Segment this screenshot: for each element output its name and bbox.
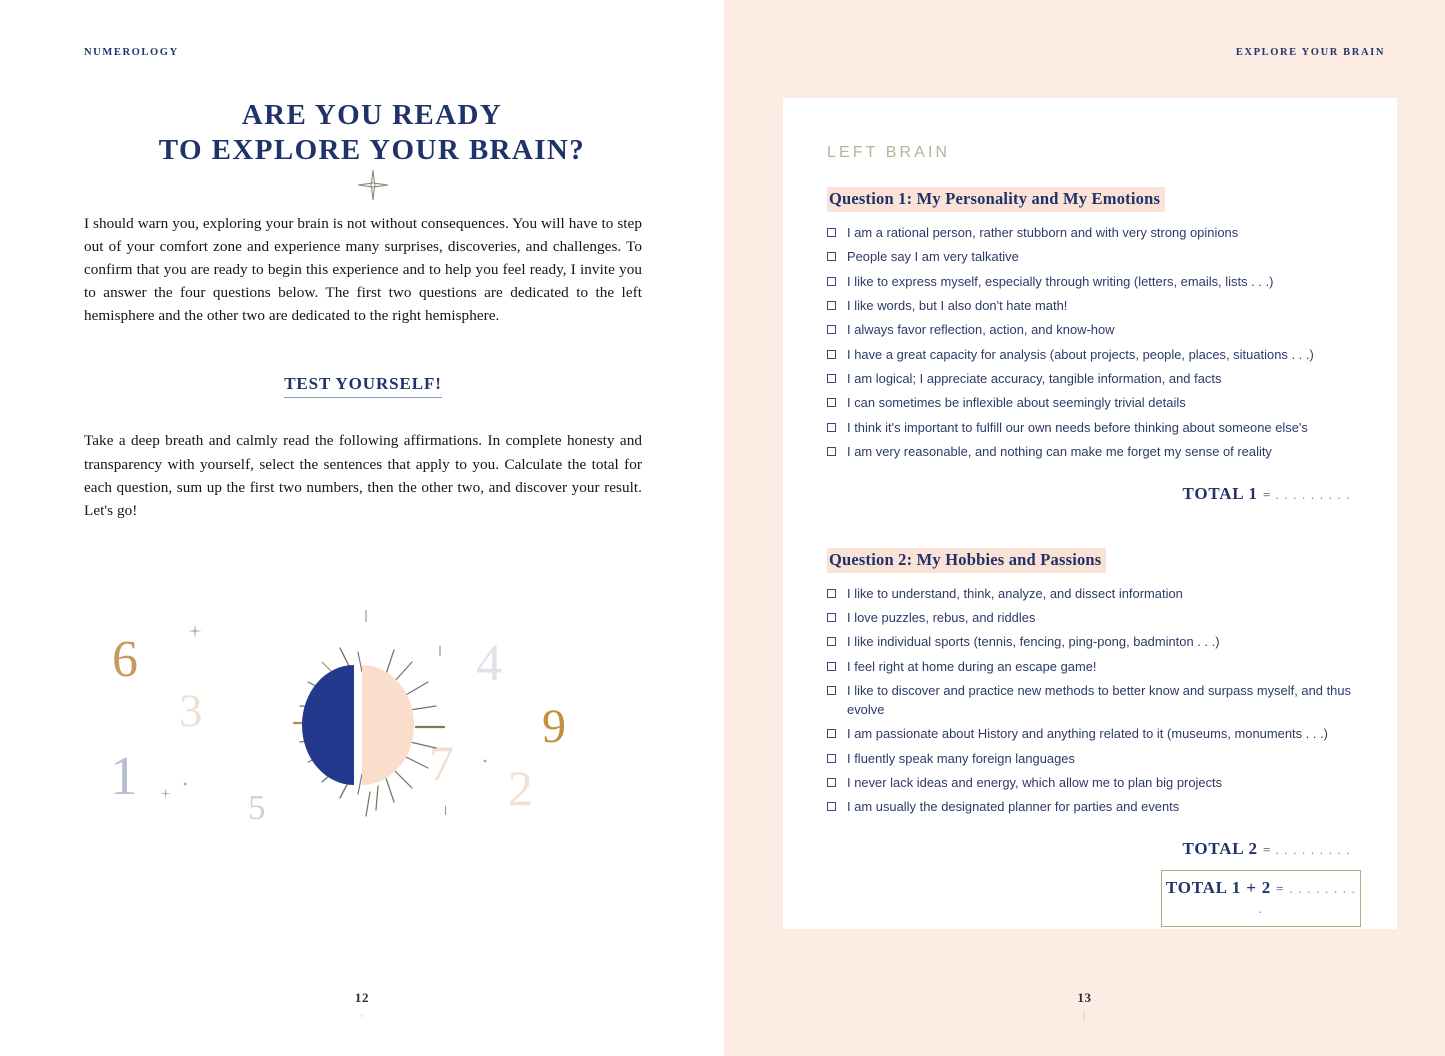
list-item[interactable] xyxy=(827,633,1361,652)
list-item[interactable] xyxy=(827,585,1361,604)
checkbox-icon[interactable] xyxy=(827,686,836,695)
checkbox-icon[interactable] xyxy=(827,350,836,359)
list-item[interactable] xyxy=(827,321,1361,340)
list-item[interactable] xyxy=(827,248,1361,267)
total-1-equals: = xyxy=(1262,486,1271,502)
folio-left xyxy=(0,990,724,1020)
decor-number-4: 4 xyxy=(476,635,502,692)
running-head-left: NUMEROLOGY xyxy=(84,47,179,58)
instructions-paragraph: Take a deep breath and calmly read the following affirmations. In complete honesty and transparency with yourself, select the sentences that apply to you. Calculate the total for each question, sum up the first two numbers, then the other two, and discover your result. Let's go! xyxy=(84,432,642,519)
tiny-dash-icon-1 xyxy=(362,610,370,622)
list-item-label: I like to express myself, especially through writing (letters, emails, lists . . .) xyxy=(847,273,1274,289)
question-block-1 xyxy=(827,187,1361,504)
list-item[interactable] xyxy=(827,224,1361,243)
list-item[interactable] xyxy=(827,297,1361,316)
checkbox-icon[interactable] xyxy=(827,374,836,383)
total-1-blank[interactable]: . . . . . . . . . xyxy=(1275,486,1351,502)
list-item-label: I like words, but I also don't hate math! xyxy=(847,297,1068,313)
body-column xyxy=(84,212,642,522)
folio-right xyxy=(724,990,1445,1020)
list-item-label: I am a rational person, rather stubborn and with very strong opinions xyxy=(847,225,1239,240)
total-2-equals: = xyxy=(1262,842,1271,858)
total-1-row xyxy=(827,484,1361,504)
decor-number-2: 2 xyxy=(508,760,533,816)
total-2-label: TOTAL 2 xyxy=(1182,839,1258,859)
list-item-label: I think it's important to fulfill our own needs before thinking about someone else's xyxy=(847,419,1308,435)
checkbox-icon[interactable] xyxy=(827,228,836,237)
grand-total-box xyxy=(1161,870,1361,927)
list-item-label: I feel right at home during an escape game! xyxy=(847,658,1097,674)
right-page xyxy=(724,0,1445,1056)
four-point-star-icon xyxy=(356,168,390,202)
list-item[interactable] xyxy=(827,346,1361,365)
test-yourself-label: TEST YOURSELF! xyxy=(284,374,442,398)
checkbox-icon[interactable] xyxy=(827,778,836,787)
worksheet-card xyxy=(783,98,1397,929)
list-item-label: I am logical; I appreciate accuracy, tangible information, and facts xyxy=(847,370,1222,386)
list-item[interactable] xyxy=(827,370,1361,389)
list-item-label: I can sometimes be inflexible about seemingly trivial details xyxy=(847,395,1186,411)
tiny-dash-icon-3 xyxy=(442,806,449,815)
page-number-left: 12 xyxy=(354,990,370,1005)
list-item-label: I am very reasonable, and nothing can make me forget my sense of reality xyxy=(847,443,1272,459)
title-line-1: ARE YOU READY xyxy=(241,99,503,131)
checkbox-icon[interactable] xyxy=(827,589,836,598)
list-item-label: I like to discover and practice new methods to better know and surpass myself, and thus evolve xyxy=(847,683,1352,717)
worksheet-content xyxy=(827,144,1361,927)
grand-total-equals: = xyxy=(1276,881,1285,897)
tiny-star-icon-1 xyxy=(188,624,202,638)
list-item-label: I love puzzles, rebus, and riddles xyxy=(847,610,1036,626)
checkbox-icon[interactable] xyxy=(827,301,836,310)
question-1-checklist xyxy=(827,224,1361,462)
checkbox-icon[interactable] xyxy=(827,613,836,622)
list-item[interactable] xyxy=(827,658,1361,677)
list-item[interactable] xyxy=(827,609,1361,628)
grand-total-blank[interactable]: . . . . . . . . . xyxy=(1258,881,1357,917)
total-2-row xyxy=(827,839,1361,859)
question-2-checklist xyxy=(827,585,1361,817)
list-item-label: I always favor reflection, action, and know-how xyxy=(847,322,1115,338)
folio-ornament-right: │ xyxy=(1081,1011,1088,1020)
total-1-label: TOTAL 1 xyxy=(1182,483,1258,503)
decor-number-7: 7 xyxy=(429,735,454,791)
list-item[interactable] xyxy=(827,419,1361,438)
checkbox-icon[interactable] xyxy=(827,398,836,407)
decor-number-6: 6 xyxy=(112,631,138,688)
checkbox-icon[interactable] xyxy=(827,252,836,261)
question-block-2 xyxy=(827,548,1361,927)
decor-number-1: 1 xyxy=(110,745,138,806)
checkbox-icon[interactable] xyxy=(827,662,836,671)
checkbox-icon[interactable] xyxy=(827,729,836,738)
page-number-right: 13 xyxy=(1077,990,1092,1005)
list-item[interactable] xyxy=(827,394,1361,413)
list-item[interactable] xyxy=(827,273,1361,292)
checkbox-icon[interactable] xyxy=(827,447,836,456)
checkbox-icon[interactable] xyxy=(827,325,836,334)
list-item[interactable] xyxy=(827,725,1361,744)
tiny-dot-icon-2 xyxy=(482,758,488,764)
intro-paragraph: I should warn you, exploring your brain is not without consequences. You will have to step out of your comfort zone and experience many surprises, discoveries, and challenges. To confirm that you are ready to begin this experience and to help you feel ready, I invite you to answer the four questions below. The first two questions are dedicated to the left hemisphere and the other two are dedicated to the right hemisphere. xyxy=(84,215,642,325)
list-item[interactable] xyxy=(827,443,1361,462)
list-item-label: I have a great capacity for analysis (about projects, people, places, situations . . .) xyxy=(847,346,1314,362)
list-item[interactable] xyxy=(827,682,1361,720)
tiny-dot-icon-1 xyxy=(182,781,188,787)
section-label-left-brain: LEFT BRAIN xyxy=(827,144,951,161)
checkbox-icon[interactable] xyxy=(827,637,836,646)
list-item-label: I fluently speak many foreign languages xyxy=(847,750,1075,766)
tiny-star-icon-2 xyxy=(160,788,171,799)
checkbox-icon[interactable] xyxy=(827,277,836,286)
checkbox-icon[interactable] xyxy=(827,423,836,432)
page-title xyxy=(0,98,724,169)
list-item-label: I like to understand, think, analyze, and dissect information xyxy=(847,585,1183,601)
sparkle-divider xyxy=(0,168,724,202)
list-item-label: I like individual sports (tennis, fencing, ping-pong, badminton . . .) xyxy=(847,634,1220,650)
grand-total-label: TOTAL 1 + 2 xyxy=(1165,878,1272,898)
tiny-dash-icon-2 xyxy=(436,646,444,656)
list-item[interactable] xyxy=(827,750,1361,769)
decor-number-9: 9 xyxy=(542,700,566,753)
checkbox-icon[interactable] xyxy=(827,802,836,811)
title-line-2: TO EXPLORE YOUR BRAIN? xyxy=(158,134,586,167)
list-item-label: I am usually the designated planner for parties and events xyxy=(847,799,1180,815)
running-head-right: EXPLORE YOUR BRAIN xyxy=(1235,47,1385,58)
total-2-blank[interactable]: . . . . . . . . . xyxy=(1275,842,1351,858)
folio-ornament-left: ▫ xyxy=(360,1011,364,1020)
decor-number-5: 5 xyxy=(248,788,266,827)
decor-number-3: 3 xyxy=(179,685,203,737)
checkbox-icon[interactable] xyxy=(827,754,836,763)
list-item[interactable] xyxy=(827,798,1361,817)
totals-wrapper xyxy=(827,839,1361,927)
list-item[interactable] xyxy=(827,774,1361,793)
list-item-label: I am passionate about History and anything related to it (museums, monuments . . .) xyxy=(847,726,1328,742)
list-item-label: I never lack ideas and energy, which allow me to plan big projects xyxy=(847,774,1223,790)
list-item-label: People say I am very talkative xyxy=(847,249,1019,265)
test-yourself-heading xyxy=(84,374,642,398)
question-1-heading: Question 1: My Personality and My Emotions xyxy=(827,187,1165,212)
question-2-heading: Question 2: My Hobbies and Passions xyxy=(827,548,1106,573)
brain-illustration xyxy=(84,598,644,853)
